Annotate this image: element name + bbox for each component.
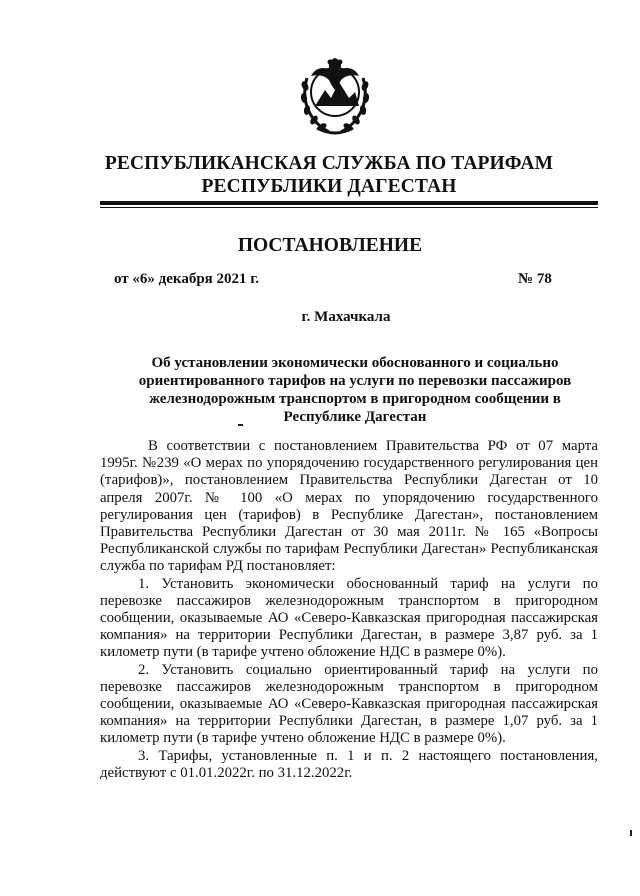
document-number: № 78 bbox=[518, 271, 552, 287]
item-1-paragraph: 1. Установить экономически обоснованный тариф на услуги по перевозке пассажиров железнодорожным транспортом в пригородном сообщении, оказываемые АО «Северо-Кавказская пригородная пассажирская компания» на территории Республики Дагестан, в размере 3,87 руб. за 1 километр пути (в тарифе учтено обложение НДС в размере 0%). bbox=[100, 575, 598, 661]
document-type-heading: ПОСТАНОВЛЕНИЕ bbox=[237, 235, 423, 256]
document-city: г. Махачкала bbox=[301, 309, 391, 325]
document-subject: Об установлении экономически обоснованного и социально ориентированного тарифов на услуги по перевозки пассажиров железнодорожным транспортом в пригородном сообщении в Республике Дагестан bbox=[138, 355, 572, 425]
document-body bbox=[100, 438, 598, 782]
item-3-paragraph: 3. Тарифы, установленные п. 1 и п. 2 настоящего постановления, действуют с 01.01.2022г. по 31.12.2022г. bbox=[100, 747, 598, 781]
scan-speck bbox=[238, 424, 243, 426]
document-date: от «6» декабря 2021 г. bbox=[114, 271, 260, 287]
organization-name-line-2: РЕСПУБЛИКИ ДАГЕСТАН bbox=[201, 176, 457, 197]
preamble-paragraph: В соответствии с постановлением Правительства РФ от 07 марта 1995г. №239 «О мерах по упорядочению государственного регулирования цен (тарифов)», постановлением Правительства Республики Дагестан от 10 апреля 2007г. № 100 «О мерах по упорядочению государственного регулирования цен (тарифов) в Республике Дагестан», постановлением Правительства Республики Дагестан от 30 мая 2011г. № 165 «Вопросы Республиканской службы по тарифам Республики Дагестан» Республиканская служба по тарифам РД постановляет: bbox=[100, 438, 598, 575]
organization-name-line-1: РЕСПУБЛИКАНСКАЯ СЛУЖБА ПО ТАРИФАМ bbox=[104, 153, 554, 174]
item-2-paragraph: 2. Установить социально ориентированный тариф на услуги по перевозке пассажиров железнодорожным транспортом в пригородном сообщении, оказываемые АО «Северо-Кавказская пригородная пассажирская компания» на территории Республики Дагестан, в размере 1,07 руб. за 1 километр пути (в тарифе учтено обложение НДС в размере 0%). bbox=[100, 661, 598, 747]
header-divider-thick bbox=[100, 201, 598, 205]
scan-speck bbox=[630, 830, 632, 836]
dagestan-coat-of-arms-icon bbox=[293, 48, 377, 138]
header-divider-thin bbox=[100, 207, 598, 208]
organization-title bbox=[0, 152, 640, 198]
